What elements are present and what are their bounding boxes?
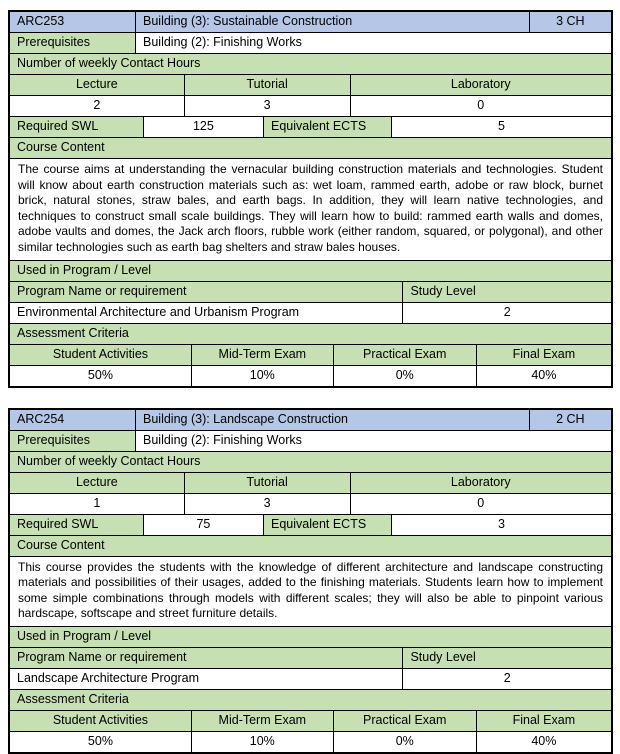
practical-exam-percent: 0% bbox=[333, 366, 476, 386]
mid-term-exam-header: Mid-Term Exam bbox=[191, 345, 333, 365]
used-in-program-row bbox=[10, 260, 611, 281]
laboratory-header: Laboratory bbox=[350, 473, 611, 493]
program-name-header: Program Name or requirement bbox=[10, 282, 402, 302]
mid-term-exam-percent: 10% bbox=[191, 732, 333, 752]
course-content-header-row bbox=[10, 137, 611, 158]
lecture-hours: 2 bbox=[93, 98, 101, 112]
equivalent-ects-value: 3 bbox=[391, 515, 611, 535]
course-table-arc254 bbox=[8, 408, 613, 754]
program-name-value: Environmental Architecture and Urbanism Program bbox=[17, 304, 300, 319]
assessment-values-row bbox=[10, 731, 611, 752]
course-header-row bbox=[10, 410, 611, 430]
required-swl-label: Required SWL bbox=[10, 117, 143, 137]
mid-term-exam-header: Mid-Term Exam bbox=[191, 711, 333, 731]
required-swl-label: Required SWL bbox=[10, 515, 143, 535]
student-activities-header: Student Activities bbox=[10, 711, 191, 731]
program-name-value: Landscape Architecture Program bbox=[17, 670, 200, 685]
study-level-value: 2 bbox=[402, 669, 611, 689]
course-code: ARC253 bbox=[10, 12, 135, 32]
program-header-row bbox=[10, 281, 611, 302]
assessment-values-row bbox=[10, 365, 611, 386]
course-content-header-row bbox=[10, 535, 611, 556]
prerequisites-label: Prerequisites bbox=[10, 33, 135, 53]
equivalent-ects-label: Equivalent ECTS bbox=[263, 515, 391, 535]
used-in-program-header: Used in Program / Level bbox=[10, 627, 611, 647]
prerequisites-value: Building (2): Finishing Works bbox=[135, 431, 611, 451]
final-exam-percent: 40% bbox=[476, 366, 611, 386]
lecture-header: Lecture bbox=[10, 75, 184, 95]
tutorial-hours: 3 bbox=[184, 494, 350, 514]
final-exam-percent: 40% bbox=[476, 732, 611, 752]
study-level-header: Study Level bbox=[402, 648, 611, 668]
practical-exam-header: Practical Exam bbox=[333, 345, 476, 365]
tutorial-header: Tutorial bbox=[184, 75, 350, 95]
course-content-row bbox=[10, 556, 611, 626]
student-activities-percent: 50% bbox=[87, 367, 113, 382]
contact-hours-section-row bbox=[10, 451, 611, 472]
assessment-criteria-header: Assessment Criteria bbox=[10, 690, 611, 710]
contact-hours-section-header: Number of weekly Contact Hours bbox=[10, 54, 611, 74]
contact-hours-values-row bbox=[10, 493, 611, 514]
final-exam-header: Final Exam bbox=[476, 711, 611, 731]
assessment-criteria-header: Assessment Criteria bbox=[10, 324, 611, 344]
course-title: Building (3): Sustainable Construction bbox=[135, 12, 529, 32]
program-value-row bbox=[10, 668, 611, 689]
laboratory-header: Laboratory bbox=[350, 75, 611, 95]
assessment-section-row bbox=[10, 323, 611, 344]
course-content-text: The course aims at understanding the vernacular building construction materials and technologies. Student will know about earth construction materials such as: wet loam, rammed earth, adobe or raw block, burnet brick, natural stones, straw bales, and earth bags. In addition, they will learn native technologies, and techniques to construct small scale buildings. They will learn how to build: rammed earth walls and domes, adobe vaults and domes, the Jack arch floors, rubble work (either random, squared, or polygonal), and other similar technologies such as earth bag shelters and straw bales houses. bbox=[18, 162, 603, 254]
contact-hours-values-row bbox=[10, 95, 611, 116]
mid-term-exam-percent: 10% bbox=[191, 366, 333, 386]
course-content-header: Course Content bbox=[10, 138, 611, 158]
program-header-row bbox=[10, 647, 611, 668]
used-in-program-header: Used in Program / Level bbox=[10, 261, 611, 281]
program-name-header: Program Name or requirement bbox=[10, 648, 402, 668]
equivalent-ects-label: Equivalent ECTS bbox=[263, 117, 391, 137]
course-header-row bbox=[10, 12, 611, 32]
tutorial-header: Tutorial bbox=[184, 473, 350, 493]
assessment-header-row bbox=[10, 710, 611, 731]
course-content-row bbox=[10, 158, 611, 260]
student-activities-header: Student Activities bbox=[10, 345, 191, 365]
swl-ects-row bbox=[10, 116, 611, 137]
practical-exam-header: Practical Exam bbox=[333, 711, 476, 731]
lecture-header: Lecture bbox=[10, 473, 184, 493]
course-table-arc253 bbox=[8, 10, 613, 388]
final-exam-header: Final Exam bbox=[476, 345, 611, 365]
assessment-header-row bbox=[10, 344, 611, 365]
course-content-header: Course Content bbox=[10, 536, 611, 556]
equivalent-ects-value: 5 bbox=[391, 117, 611, 137]
contact-hours-section-header: Number of weekly Contact Hours bbox=[10, 452, 611, 472]
course-code: ARC254 bbox=[10, 410, 135, 430]
study-level-header: Study Level bbox=[402, 282, 611, 302]
laboratory-hours: 0 bbox=[350, 96, 611, 116]
assessment-section-row bbox=[10, 689, 611, 710]
contact-hours-section-row bbox=[10, 53, 611, 74]
tutorial-hours: 3 bbox=[184, 96, 350, 116]
used-in-program-row bbox=[10, 626, 611, 647]
practical-exam-percent: 0% bbox=[333, 732, 476, 752]
prerequisites-value: Building (2): Finishing Works bbox=[135, 33, 611, 53]
prerequisites-row bbox=[10, 32, 611, 53]
prerequisites-label: Prerequisites bbox=[10, 431, 135, 451]
program-value-row bbox=[10, 302, 611, 323]
lecture-hours: 1 bbox=[93, 495, 101, 510]
credit-hours: 2 CH bbox=[529, 410, 611, 430]
contact-hours-header-row bbox=[10, 74, 611, 95]
study-level-value: 2 bbox=[402, 303, 611, 323]
swl-ects-row bbox=[10, 514, 611, 535]
required-swl-value: 125 bbox=[143, 117, 263, 137]
course-content-text: This course provides the students with the knowledge of different architecture and landscape constructing materials and possibilities of their usages, added to the finishing materials. Students learn how to implement some simple combinations through models with different scales; they will also be able to pinpoint various hardscape, softscape and street furniture details. bbox=[18, 559, 603, 621]
laboratory-hours: 0 bbox=[350, 494, 611, 514]
required-swl-value: 75 bbox=[143, 515, 263, 535]
course-title: Building (3): Landscape Construction bbox=[135, 410, 529, 430]
credit-hours: 3 CH bbox=[529, 12, 611, 32]
student-activities-percent: 50% bbox=[87, 733, 113, 748]
prerequisites-row bbox=[10, 430, 611, 451]
contact-hours-header-row bbox=[10, 472, 611, 493]
